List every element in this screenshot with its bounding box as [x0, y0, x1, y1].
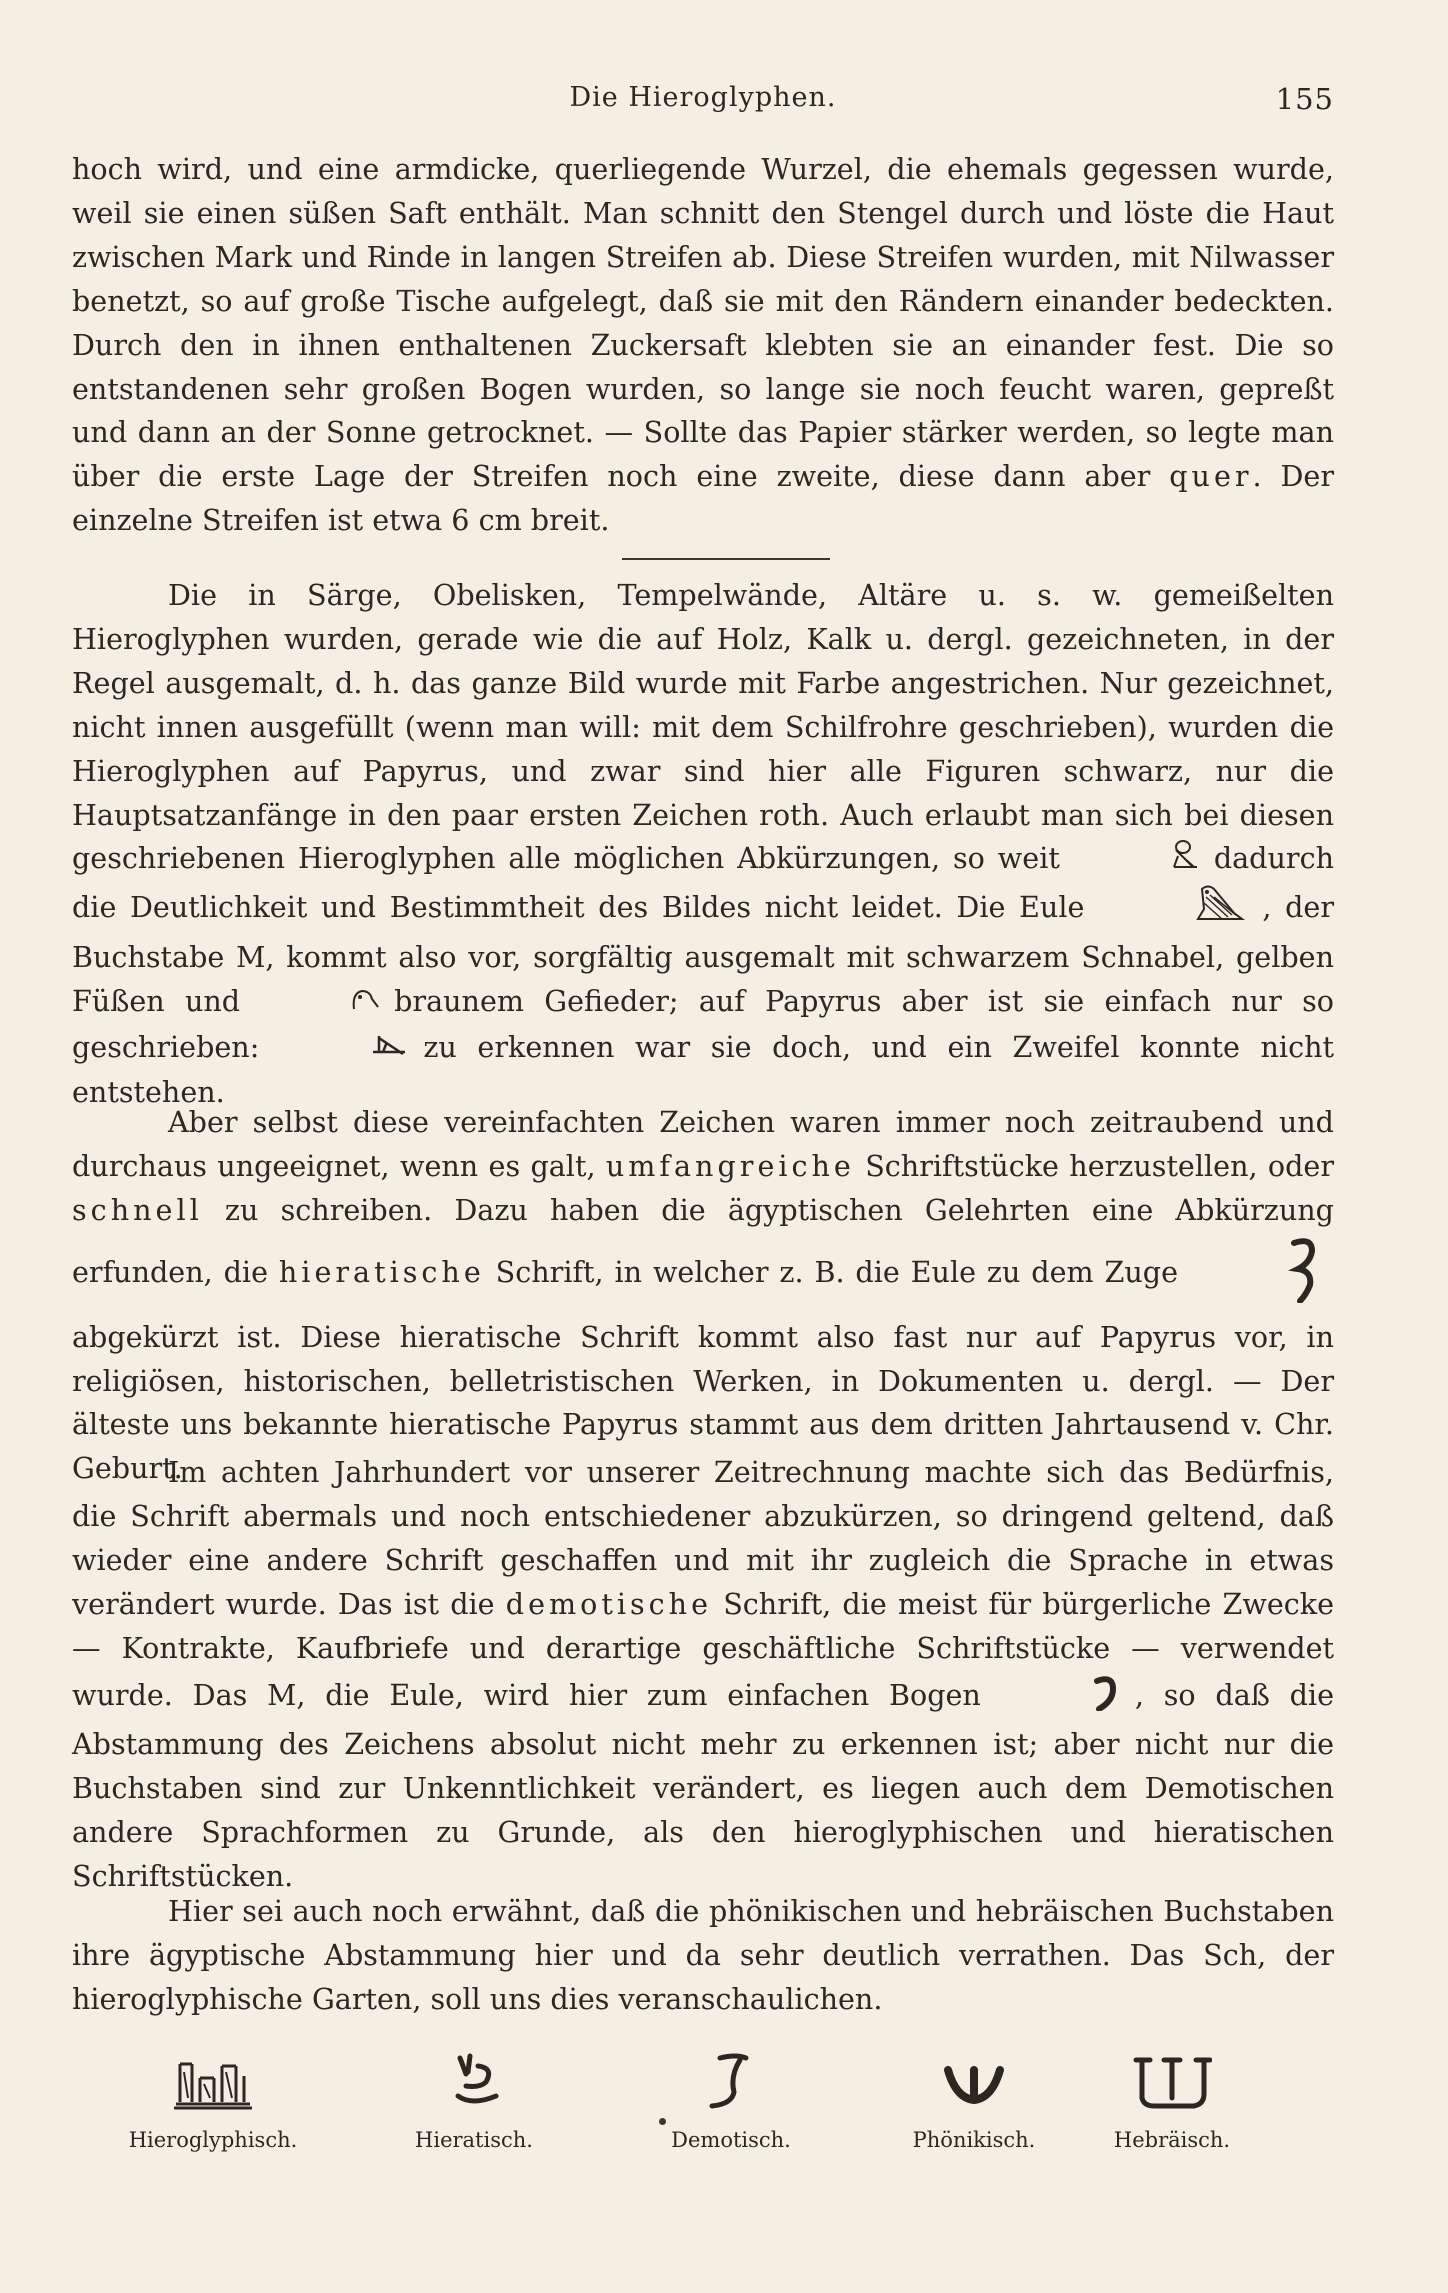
label-phoenician: Phönikisch. [912, 2128, 1036, 2152]
owl-outline-small-icon [1074, 838, 1200, 883]
owl-head-icon [254, 982, 380, 1026]
label-hieroglyphic: Hieroglyphisch. [128, 2128, 298, 2152]
ink-dot [659, 2118, 666, 2125]
hebrew-figure [1132, 2052, 1212, 2116]
phoenician-figure [942, 2062, 1006, 2110]
demotic-figure [704, 2052, 754, 2116]
demotic-bow-icon [995, 1671, 1121, 1724]
paragraph-demotic: Im achten Jahrhundert vor unserer Zeitrechnung machte sich das Bedürfnis, die Schrift abermals und noch entschiedener abzukürzen, so dringend geltend, daß wieder eine andere Schrift geschaffen und mit ihr zugleich die Sprache in etwas verändert wurde. Das ist die demotische Schrift, die meist für bürgerliche Zwecke — Kontrakte, Kaufbriefe und derartige geschäftliche Schriftstücke — verwendet wurde. Das M, die Eule, wird hier zum einfachen Bogen , so daß die Abstammung des Zeichens absolut nicht mehr zu erkennen ist; aber nicht nur die Buchstaben sind zur Unkenntlichkeit verändert, es liegen auch dem Demotischen andere Sprachformen zu Grunde, als den hieroglyphischen und hieratischen Schriftstücken. [72, 1455, 1335, 1894]
hieratic-figure [450, 2052, 500, 2112]
hieratic-m-sign-icon [1192, 1233, 1320, 1316]
page-number: 155 [1275, 82, 1334, 116]
label-hieratic: Hieratisch. [415, 2128, 533, 2152]
emphasis-quer: quer [1169, 459, 1253, 494]
paragraph-hieroglyph-painting: Die in Särge, Obelisken, Tempelwände, Altäre u. s. w. gemeißelten Hieroglyphen wurden, gerade wie die auf Holz, Kalk u. dergl. gezeichneten, in der Regel ausgemalt, d. h. das ganze Bild wurde mit Farbe angestrichen. Nur gezeichnet, nicht innen ausgefüllt (wenn man will: mit dem Schilfrohre geschrieben), wurden die Hieroglyphen auf Papyrus, und zwar sind hier alle Figuren schwarz, nur die Hauptsatzanfänge in den paar ersten Zeichen roth. Auch erlaubt man sich bei diesen geschriebenen Hieroglyphen alle möglichen Abkürzungen, so weit dadurch die Deutlichkeit und Bestimmtheit des Bildes nicht leidet. Die Eule , der Buchstabe M, kommt also vor, sorgfältig ausgemalt mit schwarzem Schnabel, gelben Füßen und braunem Gefieder; auf Papyrus aber ist sie einfach nur so geschrieben: zu erkennen war sie doch, und ein Zweifel konnte nicht entstehen. [72, 578, 1335, 1110]
label-hebrew: Hebräisch. [1113, 2128, 1231, 2152]
paragraph-hieratic: Aber selbst diese vereinfachten Zeichen waren immer noch zeitraubend und durchaus ungeeignet, wenn es galt, umfangreiche Schriftstücke herzustellen, oder schnell zu schreiben. Dazu haben die ägyptischen Gelehrten eine Abkürzung erfunden, die hieratische Schrift, in welcher z. B. die Eule zu dem Zugeabgekürzt ist. Diese hieratische Schrift kommt also fast nur auf Papyrus vor, in religiösen, historischen, belletristischen Werken, in Dokumenten u. dergl. — Der älteste uns bekannte hieratische Papyrus stammt aus dem dritten Jahrtausend v. Chr. Geburt. [72, 1105, 1335, 1486]
page-header [72, 78, 1334, 122]
owl-written-icon [273, 1027, 409, 1071]
label-demotic: Demotisch. [671, 2128, 791, 2152]
paragraph-papyrus-making: hoch wird, und eine armdicke, querliegende Wurzel, die ehemals gegessen wurde, weil sie einen süßen Saft enthält. Man schnitt den Stengel durch und löste die Haut zwischen Mark und Rinde in langen Streifen ab. Diese Streifen wurden, mit Nilwasser benetzt, so auf große Tische aufgelegt, daß sie mit den Rändern einander bedeckten. Durch den in ihnen enthaltenen Zuckersaft klebten sie an einander fest. Die so entstandenen sehr großen Bogen wurden, so lange sie noch feucht waren, gepreßt und dann an der Sonne getrocknet. — Sollte das Papier stärker werden, so legte man über die erste Lage der Streifen noch eine zweite, diese dann aber quer. Der einzelne Streifen ist etwa 6 cm breit. [72, 152, 1334, 538]
hieroglyphic-garden-figure [170, 2058, 256, 2116]
paragraph-phoenician-hebrew: Hier sei auch noch erwähnt, daß die phönikischen und hebräischen Buchstaben ihre ägyptische Abstammung hier und da sehr deutlich verrathen. Das Sch, der hieroglyphische Garten, soll uns dies veranschaulichen. [72, 1894, 1334, 2016]
running-head: Die Hieroglyphen. [569, 82, 837, 113]
section-divider [622, 558, 830, 560]
owl-painted-icon [1098, 883, 1248, 936]
